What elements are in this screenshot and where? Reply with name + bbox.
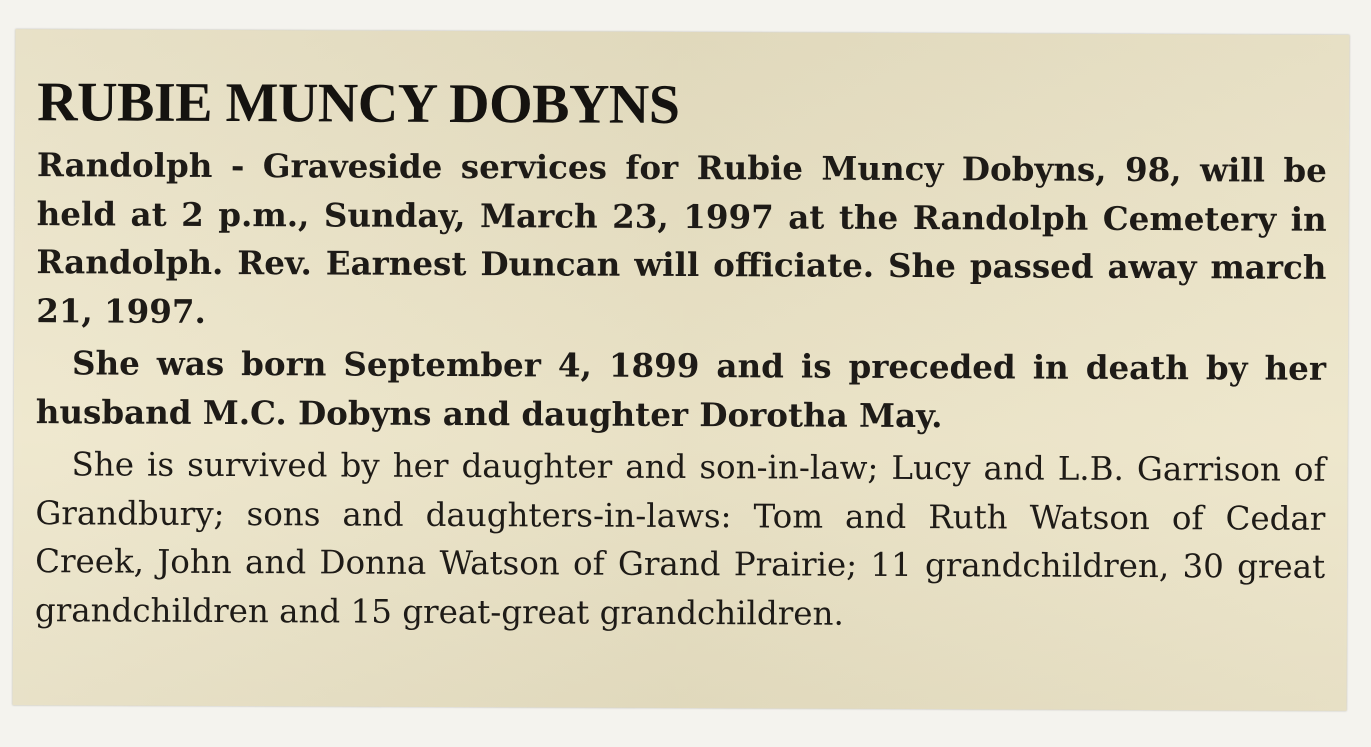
obituary-paragraph-birth: She was born September 4, 1899 and is preceded in death by her husband M.C. Dobyns and daughter Dorotha May. <box>35 343 1327 435</box>
newspaper-clipping <box>13 29 1350 711</box>
obituary-paragraph-survivors: She is survived by her daughter and son-in-law; Lucy and L.B. Garrison of Grandbury; sons and daughters-in-laws: Tom and Ruth Watson of Cedar Creek, John and Donna Watson of Grand Prairie; 11 grandchildren, 30 great grandchildren and 15 great-great grandchildren. <box>34 445 1326 633</box>
obituary-headline: RUBIE MUNCY DOBYNS <box>37 71 680 136</box>
obituary-paragraph-services: Randolph - Graveside services for Rubie Muncy Dobyns, 98, will be held at 2 p.m., Sunday, March 23, 1997 at the Randolph Cemetery in Randolph. Rev. Earnest Duncan will officiate. She passed away march 21, 1997. <box>36 145 1327 331</box>
obituary-article <box>35 69 1327 640</box>
